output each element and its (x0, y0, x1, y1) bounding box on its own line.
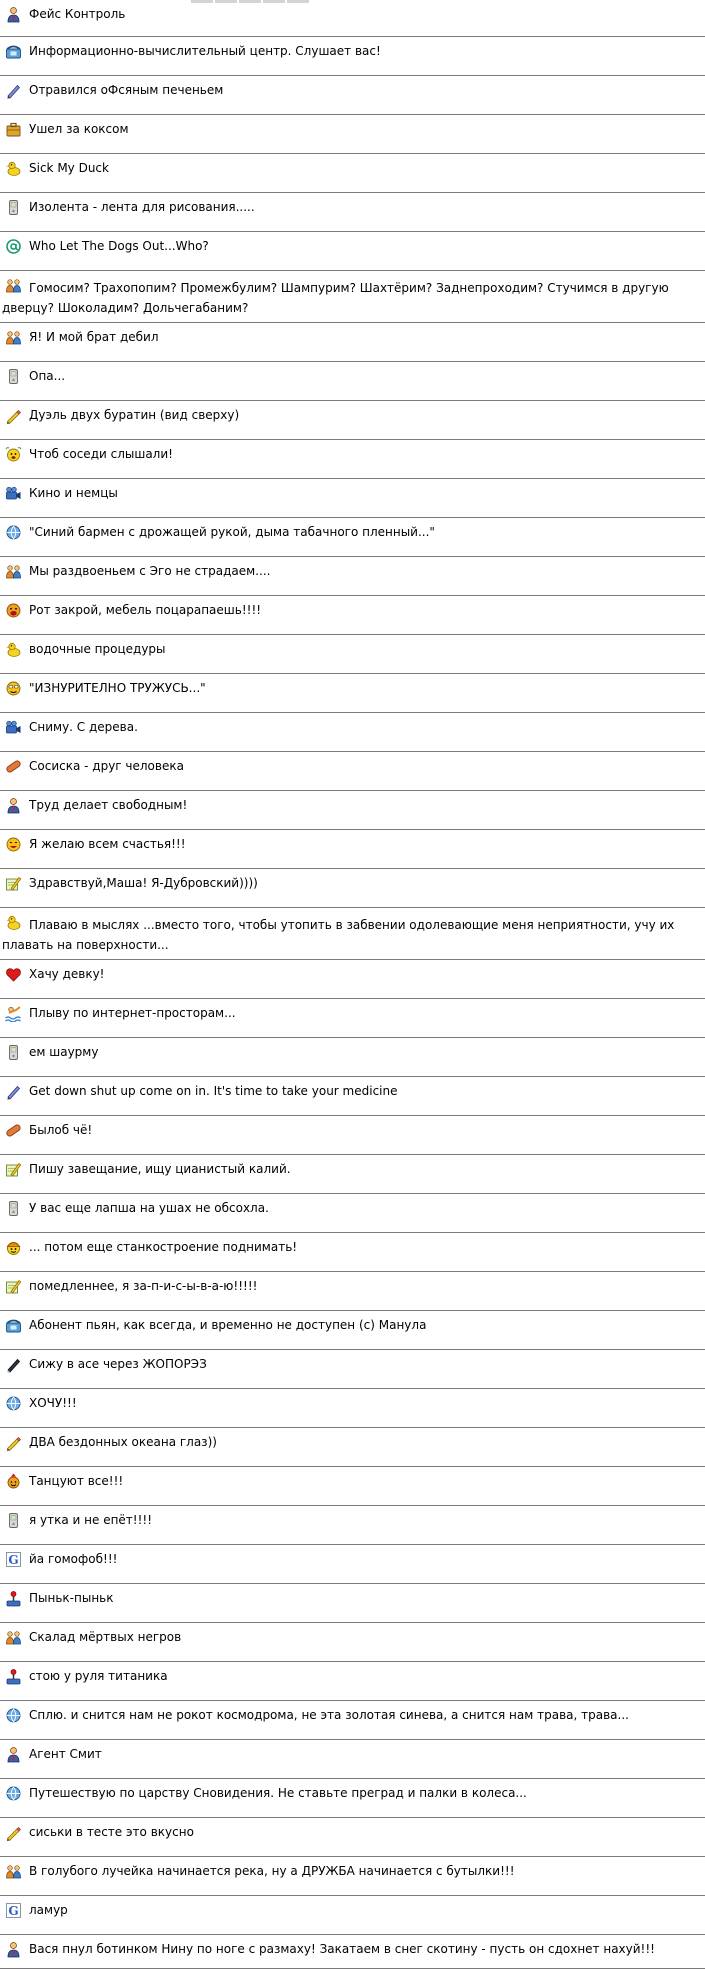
people-group-icon (5, 1629, 22, 1646)
status-text: Кино и немцы (29, 486, 118, 500)
status-text: Путешествую по царству Сновидения. Не ставьте преград и палки в колеса... (29, 1786, 527, 1800)
status-text: "ИЗНУРИТЕЛНО ТРУЖУСЬ..." (29, 681, 206, 695)
status-text: Абонент пьян, как всегда, и временно не доступен (с) Манула (29, 1318, 427, 1332)
status-text: Рот закрой, мебель поцарапаешь!!!! (29, 603, 262, 617)
status-text: Get down shut up come on in. It's time to take your medicine (29, 1084, 398, 1098)
people-group-icon (5, 1863, 22, 1880)
businessman-icon (5, 1746, 22, 1763)
businessman-icon (5, 6, 22, 23)
status-row[interactable] (0, 1506, 705, 1545)
businessman-icon (5, 1941, 22, 1958)
status-row[interactable] (0, 1662, 705, 1701)
status-text: Здравствуй,Маша! Я-Дубровский)))) (29, 876, 258, 890)
status-row[interactable] (0, 1818, 705, 1857)
working-smiley-icon (5, 680, 22, 697)
status-text: ХОЧУ!!! (29, 1396, 77, 1410)
status-row[interactable] (0, 401, 705, 440)
status-text: ем шаурму (29, 1045, 99, 1059)
status-text: Изолента - лента для рисования..... (29, 200, 255, 214)
sausage-icon (5, 1122, 22, 1139)
status-text: сиськи в тесте это вкусно (29, 1825, 194, 1839)
mobile-phone-icon (5, 368, 22, 385)
status-row[interactable] (0, 1311, 705, 1350)
status-text: Мы раздвоеньем с Эго не страдаем.... (29, 564, 271, 578)
status-row[interactable] (0, 1857, 705, 1896)
status-row[interactable] (0, 713, 705, 752)
briefcase-icon (5, 121, 22, 138)
sausage-icon (5, 758, 22, 775)
shouting-smiley-icon (5, 602, 22, 619)
status-text: ламур (29, 1903, 68, 1917)
status-row[interactable] (0, 440, 705, 479)
status-text: Who Let The Dogs Out...Who? (29, 239, 209, 253)
status-text: Труд делает свободным! (29, 798, 188, 812)
pen-icon (5, 82, 22, 99)
duck-icon (5, 160, 22, 177)
svg-text:G: G (8, 1904, 19, 1918)
status-text: В голубого лучейка начинается река, ну а ДРУЖБА начинается с бутылки!!! (29, 1864, 515, 1878)
status-text: У вас еще лапша на ушах не обсохла. (29, 1201, 269, 1215)
people-group-icon (5, 563, 22, 580)
status-row[interactable] (0, 232, 705, 271)
status-row[interactable] (0, 908, 705, 960)
notepad-pencil-icon (5, 875, 22, 892)
status-row[interactable] (0, 1272, 705, 1311)
status-text: Сниму. С дерева. (29, 720, 138, 734)
status-row[interactable] (0, 1428, 705, 1467)
status-row[interactable] (0, 1467, 705, 1506)
heart-icon (5, 966, 22, 983)
status-text: Я! И мой брат дебил (29, 330, 159, 344)
status-text: Пыньк-пыньк (29, 1591, 114, 1605)
status-row[interactable] (0, 1740, 705, 1779)
status-text: Дуэль двух буратин (вид сверху) (29, 408, 240, 422)
status-row[interactable] (0, 999, 705, 1038)
status-row[interactable] (0, 791, 705, 830)
notepad-pencil-icon (5, 1161, 22, 1178)
status-text: Сплю. и снится нам не рокот космодрома, не эта золотая синева, а снится нам трава, трава... (29, 1708, 629, 1722)
status-text: Плаваю в мыслях ...вместо того, чтобы утопить в забвении одолевающие меня неприятности, учу их плавать на поверхности... (2, 918, 675, 952)
movie-camera-icon (5, 719, 22, 736)
status-text: Скалад мёртвых негров (29, 1630, 182, 1644)
status-text: Вася пнул ботинком Нину по ноге с размаху! Закатаем в снег скотину - пусть он сдохнет нахуй!!! (29, 1942, 655, 1956)
status-row[interactable] (0, 960, 705, 999)
notepad-pencil-icon (5, 1278, 22, 1295)
people-group-icon (5, 329, 22, 346)
businessman-icon (5, 797, 22, 814)
at-sign-icon (5, 238, 22, 255)
status-row[interactable] (0, 1701, 705, 1740)
globe-icon (5, 1395, 22, 1412)
mobile-phone-icon (5, 1044, 22, 1061)
status-text: Чтоб соседи слышали! (29, 447, 173, 461)
status-row[interactable] (0, 76, 705, 115)
dancing-smiley-icon (5, 1473, 22, 1490)
pen-icon (5, 1083, 22, 1100)
status-row[interactable] (0, 1350, 705, 1389)
status-row[interactable] (0, 115, 705, 154)
status-text: Опа... (29, 369, 66, 383)
status-text: помедленнее, я за-п-и-с-ы-в-а-ю!!!!! (29, 1279, 258, 1293)
status-row[interactable] (0, 830, 705, 869)
helmet-smiley-icon (5, 1239, 22, 1256)
status-row[interactable] (0, 1038, 705, 1077)
mobile-phone-icon (5, 1512, 22, 1529)
status-text: водочные процедуры (29, 642, 166, 656)
status-row[interactable] (0, 518, 705, 557)
status-row[interactable] (0, 1116, 705, 1155)
status-row[interactable] (0, 1233, 705, 1272)
status-row[interactable] (0, 635, 705, 674)
status-row[interactable] (0, 674, 705, 713)
status-row[interactable] (0, 752, 705, 791)
dark-pen-icon (5, 1356, 22, 1373)
status-text: Былоб чё! (29, 1123, 93, 1137)
status-row[interactable] (0, 362, 705, 401)
status-row[interactable] (0, 1545, 705, 1584)
status-text: йа гомофоб!!! (29, 1552, 118, 1566)
status-text: Пишу завещание, ищу цианистый калий. (29, 1162, 291, 1176)
status-row[interactable] (0, 1194, 705, 1233)
status-text: ДВА бездонных океана глаз)) (29, 1435, 217, 1449)
pencil-icon (5, 1434, 22, 1451)
status-text: Ушел за коксом (29, 122, 129, 136)
status-text: Гомосим? Трахопопим? Промежбулим? Шампурим? Шахтёрим? Заднепроходим? Стучимся в другую дверцу? Шоколадим? Дольчегабаним? (2, 281, 669, 315)
status-text: Агент Смит (29, 1747, 102, 1761)
status-row[interactable] (0, 154, 705, 193)
google-g-icon (5, 1902, 22, 1919)
status-text: стою у руля титаника (29, 1669, 168, 1683)
status-text: Танцуют все!!! (29, 1474, 124, 1488)
status-row[interactable] (0, 1389, 705, 1428)
status-row[interactable] (0, 1623, 705, 1662)
telephone-icon (5, 1317, 22, 1334)
pencil-icon (5, 407, 22, 424)
telephone-icon (5, 43, 22, 60)
status-text: Sick My Duck (29, 161, 109, 175)
mobile-phone-icon (5, 199, 22, 216)
status-text: Отравился оФсяным печеньем (29, 83, 224, 97)
wishing-smiley-icon (5, 836, 22, 853)
status-text: Я желаю всем счастья!!! (29, 837, 186, 851)
movie-camera-icon (5, 485, 22, 502)
status-text: ... потом еще станкостроение поднимать! (29, 1240, 298, 1254)
status-row[interactable] (0, 479, 705, 518)
status-row[interactable] (0, 323, 705, 362)
status-text: Сижу в асе через ЖОПОРЭЗ (29, 1357, 207, 1371)
status-text: Сосиска - друг человека (29, 759, 184, 773)
status-row[interactable] (0, 596, 705, 635)
ringing-smiley-icon (5, 446, 22, 463)
status-row[interactable] (0, 1077, 705, 1116)
joystick-icon (5, 1590, 22, 1607)
status-text: я утка и не епёт!!!! (29, 1513, 153, 1527)
status-row[interactable] (0, 271, 705, 323)
joystick-icon (5, 1668, 22, 1685)
status-row[interactable] (0, 193, 705, 232)
status-row[interactable] (0, 1155, 705, 1194)
globe-icon (5, 524, 22, 541)
status-row[interactable] (0, 0, 705, 37)
status-row[interactable] (0, 557, 705, 596)
status-text: Хачу девку! (29, 967, 105, 981)
mobile-phone-icon (5, 1200, 22, 1217)
svg-text:G: G (8, 1553, 19, 1567)
globe-icon (5, 1785, 22, 1802)
status-text: Информационно-вычислительный центр. Слушает вас! (29, 44, 381, 58)
pencil-icon (5, 1824, 22, 1841)
status-row[interactable] (0, 1935, 705, 1969)
status-text: Фейс Контроль (29, 7, 126, 21)
status-text: "Синий бармен с дрожащей рукой, дыма табачного пленный..." (29, 525, 435, 539)
globe-icon (5, 1707, 22, 1724)
status-text: Плыву по интернет-просторам... (29, 1006, 236, 1020)
duck-icon (5, 641, 22, 658)
swimmer-icon (5, 1005, 22, 1022)
google-g-icon (5, 1551, 22, 1568)
status-row[interactable] (0, 1779, 705, 1818)
status-row[interactable] (0, 1896, 705, 1935)
status-row[interactable] (0, 869, 705, 908)
status-row[interactable] (0, 37, 705, 76)
status-row[interactable] (0, 1584, 705, 1623)
